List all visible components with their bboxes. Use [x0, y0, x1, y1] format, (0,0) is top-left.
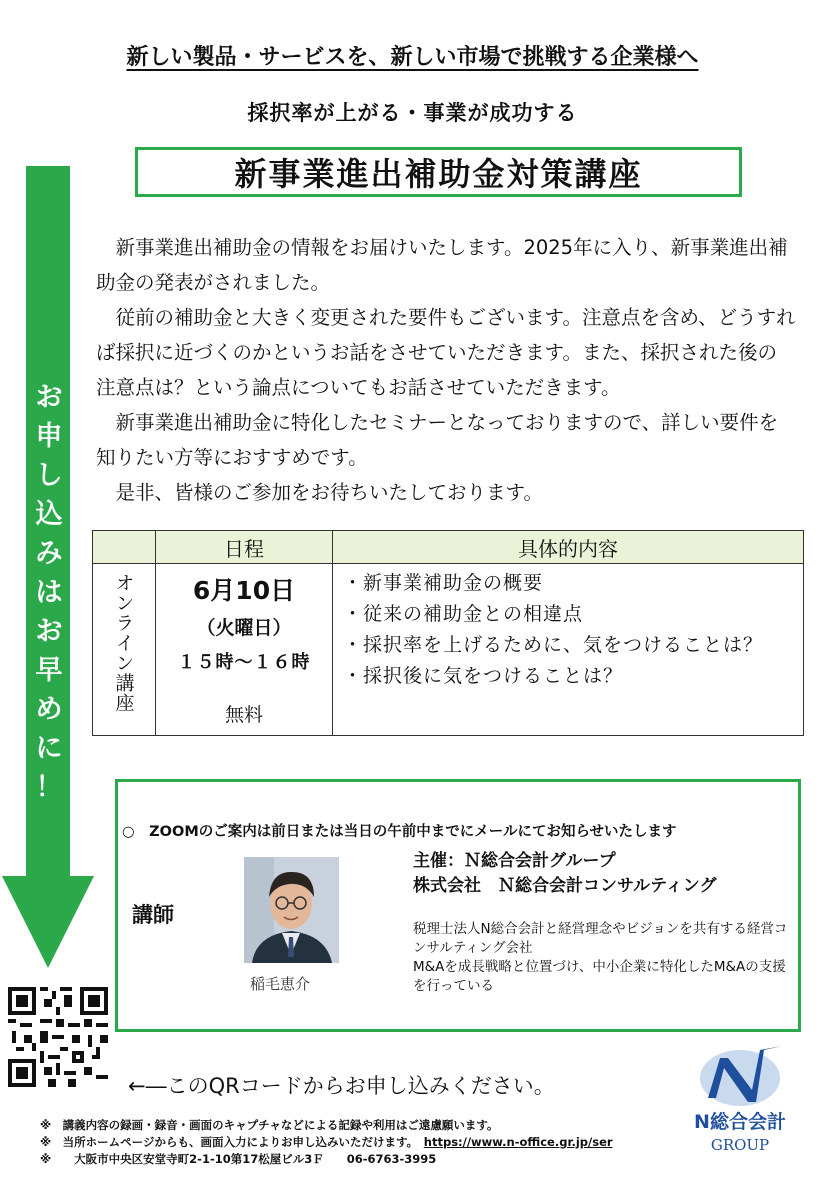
course-type: オンライン講座 [112, 573, 135, 713]
company-description [413, 920, 793, 996]
lecturer-name: 稲毛恵介 [250, 975, 311, 993]
apply-early-text [22, 378, 76, 807]
content-item: ・採択率を上げるために、気をつけることは？ [343, 634, 764, 656]
intro-text [96, 230, 796, 510]
footer-note-homepage [40, 1134, 613, 1151]
content-item: ・従来の補助金との相違点 [343, 603, 584, 625]
arrow-char: 申 [35, 421, 63, 452]
headline: 新しい製品・サービスを、新しい市場で挑戦する企業様へ [126, 45, 699, 70]
content-item: ・採択後に気をつけることは？ [343, 665, 624, 687]
company-logo [680, 1046, 800, 1160]
arrow-char: め [35, 694, 63, 725]
schedule-header-row [93, 531, 804, 564]
arrow-char: に [35, 733, 63, 764]
event-fee: 無料 [224, 704, 263, 726]
arrow-char: み [35, 538, 63, 569]
lecturer-photo [244, 857, 339, 963]
arrow-char: 早 [35, 655, 63, 686]
organizer-name: 主催：Ｎ総合会計グループ [413, 851, 616, 871]
schedule-table [92, 530, 804, 736]
company-name: 株式会社 Ｎ総合会計コンサルティング [413, 876, 717, 896]
header-content: 具体的内容 [333, 531, 804, 564]
subheadline: 採択率が上がる・事業が成功する [247, 101, 578, 125]
logo-name: N総合会計 [694, 1111, 786, 1133]
event-weekday: （火曜日） [196, 617, 292, 639]
event-date: 6月10日 [192, 576, 296, 605]
intro-paragraph: 是非、皆様のご参加をお待ちいたしております。 [96, 481, 543, 504]
organizer [413, 849, 716, 899]
footer-note-recording: ※ 講義内容の録画・録音・画面のキャプチャなどによる記録や利用はご遠慮願います。 [40, 1118, 499, 1132]
lecturer-label: 講師 [132, 903, 174, 927]
homepage-link[interactable]: https://www.n-office.gr.jp/ser [423, 1135, 613, 1149]
company-desc-line: M&Aを成長戦略と位置づけ、中小企業に特化したM&Aの支援を行っている [413, 959, 786, 994]
arrow-char: ！ [35, 772, 63, 803]
header-blank [93, 531, 156, 564]
header-date: 日程 [156, 531, 333, 564]
arrow-char: お [35, 616, 63, 647]
arrow-char: 込 [35, 499, 63, 530]
intro-paragraph: 新事業進出補助金に特化したセミナーとなっておりますので、詳しい要件を知りたい方等におすすめです。 [96, 411, 779, 469]
content-cell [333, 564, 804, 736]
content-item: ・新事業補助金の概要 [343, 572, 544, 594]
arrow-char: は [35, 577, 63, 608]
qr-code[interactable] [8, 987, 108, 1087]
page-title-text: 新事業進出補助金対策講座 [234, 155, 643, 193]
qr-instruction: ←―このQRコードからお申し込みください。 [128, 1074, 555, 1098]
arrow-char: し [35, 460, 63, 491]
footer-address: ※ 大阪市中央区安堂寺町2-1-10第17松屋ビル3Ｆ 06-6763-3995 [40, 1152, 437, 1166]
schedule-row [93, 564, 804, 736]
arrow-char: お [35, 382, 63, 413]
course-type-cell [93, 564, 156, 736]
intro-paragraph: 従前の補助金と大きく変更された要件もございます。注意点を含め、どうすれば採択に近づくのかというお話をさせていただきます。また、採択された後の注意点は？という論点についてもお話させていただきます。 [96, 306, 796, 399]
intro-paragraph: 新事業進出補助金の情報をお届けいたします。2025年に入り、新事業進出補助金の発表がされました。 [96, 236, 788, 294]
company-desc-line: 税理士法人N総合会計と経営理念やビジョンを共有する経営コンサルティング会社 [413, 921, 788, 956]
date-cell [156, 564, 333, 736]
page-title [135, 147, 742, 197]
zoom-note: ○ ZOOMのご案内は前日または当日の午前中までにメールにてお知らせいたします [122, 824, 677, 840]
footer-homepage-text: ※ 当所ホームページからも、画面入力によりお申し込みいただけます。 [40, 1135, 424, 1149]
logo-group: GROUP [710, 1136, 770, 1154]
footer-notes [40, 1117, 613, 1168]
event-time: １５時～１６時 [177, 652, 311, 673]
